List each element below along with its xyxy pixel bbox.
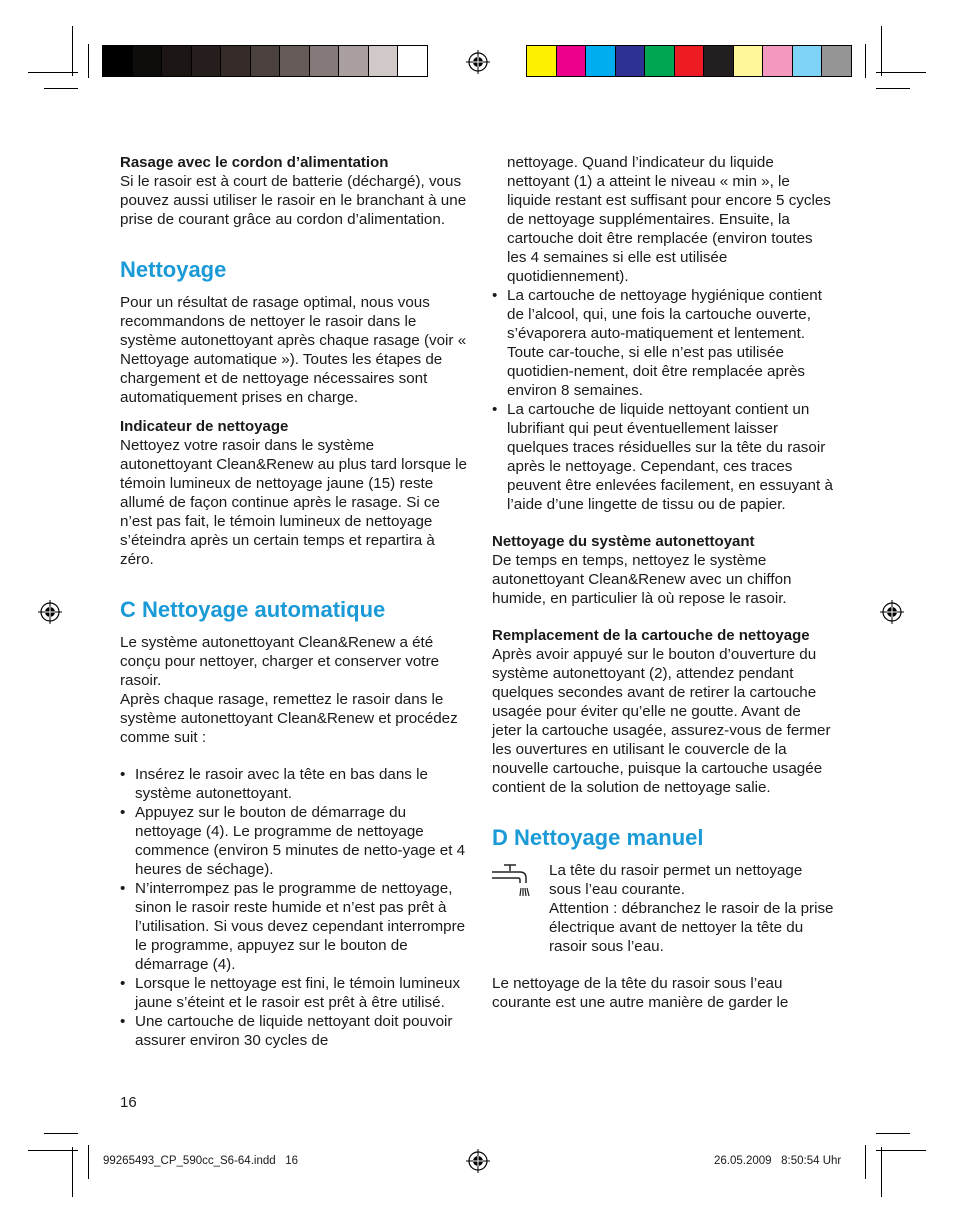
- auto-bullet-list: [120, 765, 468, 1050]
- footer-file-info: 99265493_CP_590cc_S6-64.indd 16: [103, 1155, 299, 1167]
- nettoyage-title: Nettoyage: [120, 257, 227, 282]
- crop-mark: [44, 1133, 78, 1134]
- crop-mark: [876, 72, 926, 73]
- color-swatch: [133, 46, 163, 76]
- crop-mark: [865, 44, 866, 78]
- process-color-bar: [526, 45, 852, 77]
- color-swatch: [162, 46, 192, 76]
- indicator-heading: Indicateur de nettoyage: [120, 418, 289, 435]
- crop-mark: [881, 1147, 882, 1197]
- replace-text: Après avoir appuyé sur le bouton d’ouverture du système autonettoyant (2), attendez pendant quelques secondes avant de retirer la cartouche usagée pour éviter qu’elle ne goutte. Avant de jeter la cartouche usagée, assurez-vous de fermer les ouvertures en utilisant le couvercle de la nouvelle cartouche, puisque la cartouche usagée contient de la solution de nettoyage salie.: [492, 646, 831, 796]
- color-swatch: [192, 46, 222, 76]
- list-item: • Appuyez sur le bouton de démarrage du nettoyage (4). Le programme de nettoyage commence (environ 5 minutes de netto-yage et 4 heures de séchage).: [120, 803, 468, 879]
- nettoyage-text: Pour un résultat de rasage optimal, nous vous recommandons de nettoyer le rasoir dans le système autonettoyant après chaque rasage (voir « Nettoyage automatique »). Toutes les étapes de chargement et de nettoyage nécessaires sont automatiquement prises en charge.: [120, 294, 467, 406]
- manual-text: Le nettoyage de la tête du rasoir sous l’eau courante est une autre manière de garder le: [492, 975, 789, 1011]
- crop-mark: [28, 72, 78, 73]
- cord-heading: Rasage avec le cordon d’alimentation: [120, 154, 389, 171]
- color-swatch: [763, 46, 793, 76]
- grayscale-color-bar: [102, 45, 428, 77]
- crop-mark: [44, 88, 78, 89]
- cord-text: Si le rasoir est à court de batterie (déchargé), vous pouvez aussi utiliser le rasoir en le branchant à une prise de courant grâce au cordon d’alimentation.: [120, 173, 467, 228]
- crop-mark: [876, 88, 910, 89]
- crop-mark: [72, 1147, 73, 1197]
- auto-text-2: Après chaque rasage, remettez le rasoir dans le système autonettoyant Clean&Renew et procédez comme suit :: [120, 691, 458, 746]
- registration-mark-icon: [466, 1149, 490, 1173]
- right-column: [492, 153, 834, 1012]
- faucet-water-icon: [492, 863, 540, 903]
- color-swatch: [822, 46, 851, 76]
- footer-timestamp: 26.05.2009 8:50:54 Uhr: [714, 1155, 842, 1167]
- color-swatch: [221, 46, 251, 76]
- system-heading: Nettoyage du système autonettoyant: [492, 533, 755, 550]
- color-swatch: [310, 46, 340, 76]
- color-swatch: [586, 46, 616, 76]
- color-swatch: [793, 46, 823, 76]
- color-swatch: [616, 46, 646, 76]
- color-swatch: [527, 46, 557, 76]
- color-swatch: [675, 46, 705, 76]
- crop-mark: [876, 1150, 926, 1151]
- color-swatch: [645, 46, 675, 76]
- registration-mark-icon: [466, 50, 490, 74]
- color-swatch: [103, 46, 133, 76]
- list-item: • N’interrompez pas le programme de nettoyage, sinon le rasoir reste humide et n’est pas prêt à l’utilisation. Si vous devez cependant interrompre le programme, appuyez sur le bouton de démarrage (4).: [120, 879, 468, 974]
- color-swatch: [369, 46, 399, 76]
- color-swatch: [734, 46, 764, 76]
- indicator-text: Nettoyez votre rasoir dans le système autonettoyant Clean&Renew au plus tard lorsque le témoin lumineux de nettoyage jaune (15) reste allumé de façon continue après le rasage. Si ce n’est pas fait, le témoin lumineux de nettoyage s’éteindra après un certain temps et repartira à zéro.: [120, 437, 468, 568]
- color-swatch: [280, 46, 310, 76]
- auto-title: C Nettoyage automatique: [120, 597, 386, 622]
- cartridge-bullet-list: [492, 286, 834, 514]
- page-number: 16: [120, 1094, 137, 1111]
- auto-text-1: Le système autonettoyant Clean&Renew a été conçu pour nettoyer, charger et conserver votre rasoir.: [120, 634, 440, 689]
- crop-mark: [88, 44, 89, 78]
- crop-mark: [88, 1145, 89, 1179]
- manual-icon-text-1: La tête du rasoir permet un nettoyage sous l’eau courante.: [549, 862, 803, 898]
- replace-heading: Remplacement de la cartouche de nettoyage: [492, 627, 810, 644]
- list-item: • La cartouche de nettoyage hygiénique contient de l’alcool, qui, une fois la cartouche ouverte, s’évaporera auto-matiquement et lentement. Toute car-touche, si elle n’est pas utilisée quotidien-nement, doit être remplacée après environ 8 semaines.: [492, 286, 834, 400]
- list-item: • Lorsque le nettoyage est fini, le témoin lumineux jaune s’éteint et le rasoir est prêt à être utilisé.: [120, 974, 468, 1012]
- system-text: De temps en temps, nettoyez le système autonettoyant Clean&Renew avec un chiffon humide, en particulier là où repose le rasoir.: [492, 552, 792, 607]
- manual-title: D Nettoyage manuel: [492, 825, 704, 850]
- list-item: • La cartouche de liquide nettoyant contient un lubrifiant qui peut éventuellement laisser quelques traces résiduelles sur la tête du rasoir après le nettoyage. Cependant, ces traces peuvent être enlevées facilement, en essuyant à l’aide d’une lingette de tissu ou de papier.: [492, 400, 834, 514]
- list-item: • Une cartouche de liquide nettoyant doit pouvoir assurer environ 30 cycles de: [120, 1012, 468, 1050]
- continued-text: nettoyage. Quand l’indicateur du liquide nettoyant (1) a atteint le niveau « min », le liquide restant est suffisant pour encore 5 cycles de nettoyage supplémentaires. Ensuite, la cartouche doit être remplacée (environ toutes les 4 semaines si elle est utilisée quotidiennement).: [507, 154, 831, 285]
- crop-mark: [876, 1133, 910, 1134]
- crop-mark: [865, 1145, 866, 1179]
- color-swatch: [398, 46, 427, 76]
- registration-mark-icon: [880, 600, 904, 624]
- crop-mark: [72, 26, 73, 76]
- color-swatch: [339, 46, 369, 76]
- list-item: • Insérez le rasoir avec la tête en bas dans le système autonettoyant.: [120, 765, 468, 803]
- registration-mark-icon: [38, 600, 62, 624]
- crop-mark: [881, 26, 882, 76]
- color-swatch: [557, 46, 587, 76]
- left-column: [120, 153, 468, 1050]
- color-swatch: [704, 46, 734, 76]
- color-swatch: [251, 46, 281, 76]
- crop-mark: [28, 1150, 78, 1151]
- manual-icon-block: [492, 861, 834, 956]
- manual-icon-text-2: Attention : débranchez le rasoir de la prise électrique avant de nettoyer la tête du rasoir sous l’eau.: [549, 900, 834, 955]
